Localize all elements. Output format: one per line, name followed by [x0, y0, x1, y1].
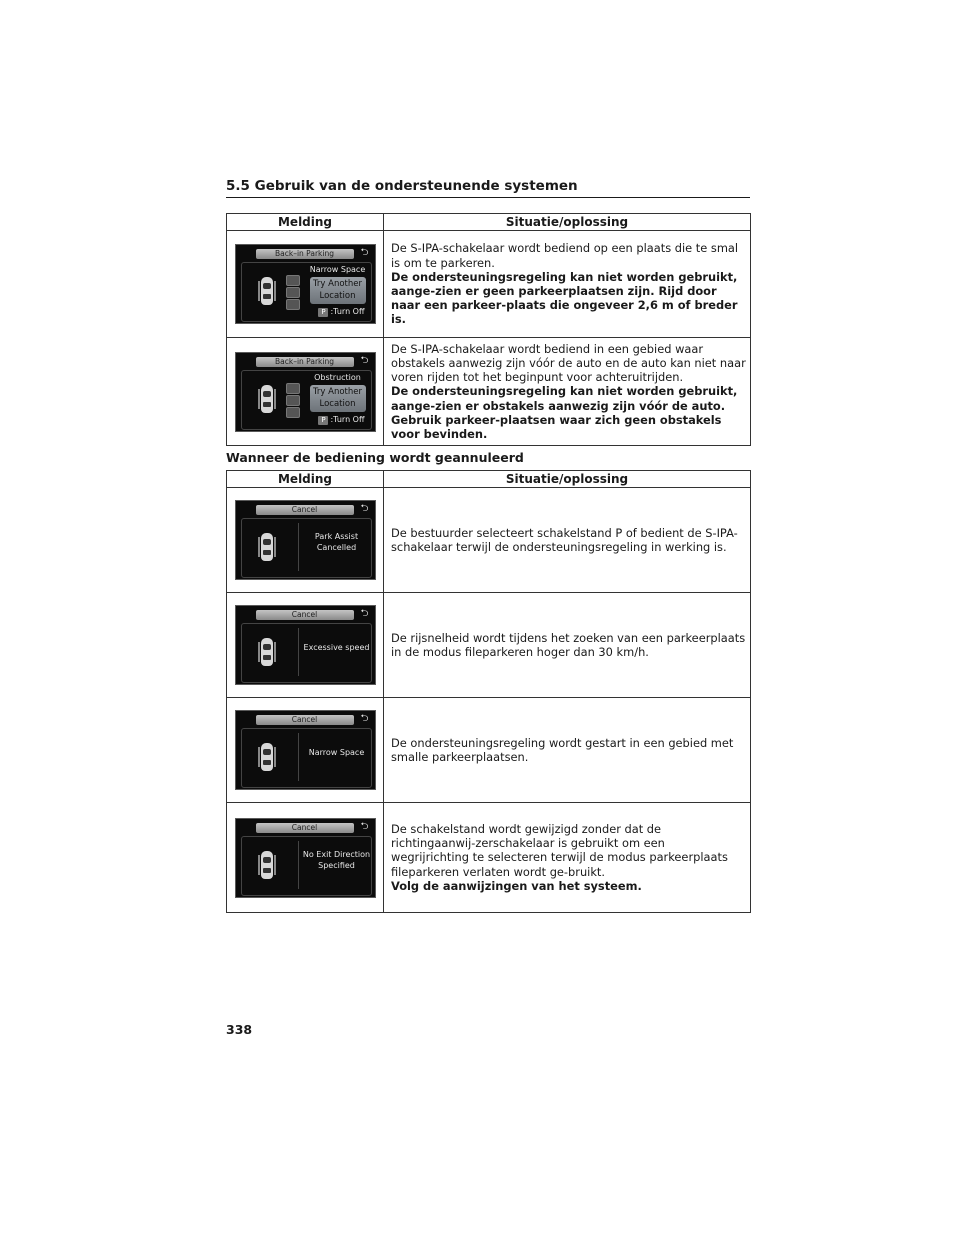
table-row: [227, 231, 751, 338]
table-row: [227, 803, 751, 913]
solution-text: De ondersteuningsregeling kan niet worden gebruikt, aange-zien er obstakels aanwezig zijn vóór de auto. Gebruik parkeer-plaatsen waar zich geen obstakels voor bevinden.: [391, 384, 738, 441]
table-row: [227, 338, 751, 446]
screen-caption: Obstruction: [314, 372, 361, 382]
car-icon: [261, 851, 273, 879]
back-arrow-icon: ⮌: [360, 608, 369, 619]
screen-message-line2: Cancelled: [316, 543, 357, 552]
message-table: [226, 213, 751, 446]
situation-text: De ondersteuningsregeling wordt gestart in een gebied met smalle parkeerplaatsen.: [391, 735, 734, 764]
screen-message-line1: Park Assist: [314, 532, 359, 541]
display-screenshot: [235, 710, 376, 790]
back-arrow-icon: ⮌: [360, 354, 369, 366]
display-screenshot: [235, 244, 376, 324]
screen-message-line1: No Exit Direction: [302, 849, 371, 859]
button-line2: Location: [319, 398, 356, 409]
screen-title-bar: Cancel: [256, 505, 354, 515]
section-title: 5.5 Gebruik van de ondersteunende systemen: [226, 178, 750, 198]
solution-text: De ondersteuningsregeling kan niet worden gebruikt, aange-zien er geen parkeerplaatsen zijn. Rijd door naar een parkeer-plaats die ongeveer 2,6 m of breder is.: [391, 269, 738, 327]
button-line1: Try Another: [312, 386, 363, 397]
parking-switch-icon: P: [318, 308, 328, 317]
button-line1: Try Another: [312, 279, 363, 289]
car-icon: [261, 385, 273, 413]
display-screenshot: [235, 818, 376, 898]
column-header-situatie: Situatie/oplossing: [384, 214, 751, 231]
try-another-location-button: [310, 385, 366, 412]
solution-text: Volg de aanwijzingen van het systeem.: [391, 878, 642, 893]
screen-message-line2: Specified: [318, 860, 355, 870]
back-arrow-icon: ⮌: [360, 247, 369, 258]
back-arrow-icon: ⮌: [360, 820, 369, 832]
cancel-message-table: [226, 470, 751, 913]
car-icon: [261, 277, 273, 305]
turn-off-label: :Turn Off: [330, 414, 365, 424]
table-row: [227, 698, 751, 803]
car-icon: [261, 533, 273, 561]
situation-text: De schakelstand wordt gewijzigd zonder dat de richtingaanwij-zerschakelaar is gebruikt om een wegrijrichting te selecteren terwijl de modus parkeerplaats fileparkeren verlaten wordt ge-bruikt.: [391, 821, 728, 879]
car-icon: [261, 743, 273, 771]
try-another-location-button: [310, 277, 366, 304]
screen-title-bar: Back–in Parking: [256, 357, 354, 367]
screen-caption: Narrow Space: [309, 265, 366, 274]
situation-text: De S-IPA-schakelaar wordt bediend in een gebied waar obstakels aanwezig zijn vóór de auto en de auto kan niet naar voren rijden tot het beginpunt voor achteruitrijden.: [391, 341, 746, 385]
button-line2: Location: [319, 291, 356, 301]
situation-text: De rijsnelheid wordt tijdens het zoeken van een parkeerplaats in de modus fileparkeren hoger dan 30 km/h.: [391, 630, 746, 659]
screen-title-bar: Back–in Parking: [256, 249, 354, 259]
table-row: [227, 593, 751, 698]
parking-switch-icon: P: [318, 416, 328, 425]
screen-message-line1: Excessive speed: [303, 643, 370, 652]
turn-off-label: :Turn Off: [330, 307, 365, 316]
page-number: 338: [226, 1022, 253, 1037]
screen-title-bar: Cancel: [256, 823, 354, 833]
back-arrow-icon: ⮌: [360, 503, 369, 514]
screen-title-bar: Cancel: [256, 610, 354, 620]
back-arrow-icon: ⮌: [360, 713, 369, 724]
display-screenshot: [235, 500, 376, 580]
column-header-situatie: Situatie/oplossing: [384, 471, 751, 488]
display-screenshot: [235, 352, 376, 432]
subheading: Wanneer de bediening wordt geannuleerd: [226, 450, 524, 465]
screen-title-bar: Cancel: [256, 715, 354, 725]
column-header-melding: Melding: [227, 471, 384, 488]
column-header-melding: Melding: [227, 214, 384, 231]
table-row: [227, 488, 751, 593]
situation-text: De bestuurder selecteert schakelstand P of bedient de S-IPA-schakelaar terwijl de ondersteuningsregeling in werking is.: [391, 525, 738, 554]
situation-text: De S-IPA-schakelaar wordt bediend op een plaats die te smal is om te parkeren.: [391, 241, 739, 270]
screen-message-line1: Narrow Space: [308, 748, 365, 757]
car-icon: [261, 638, 273, 666]
display-screenshot: [235, 605, 376, 685]
